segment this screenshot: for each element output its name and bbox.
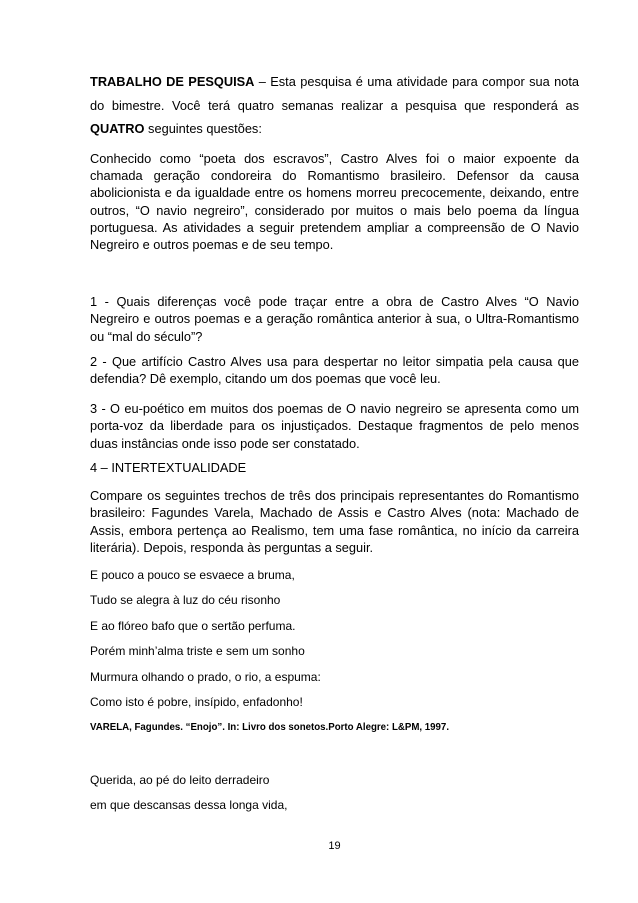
poem-verse: Como isto é pobre, insípido, enfadonho! [90,695,303,710]
question-4 [90,459,579,476]
page-number: 19 [328,840,341,852]
paragraph-line: outros, “O navio negreiro”, considerado por muitos o mais belo poema da língua [90,202,579,218]
poem-verse: Querida, ao pé do leito derradeiro [90,773,270,787]
poem-excerpt-next [90,768,579,818]
section-heading: 4 – INTERTEXTUALIDADE [90,460,247,475]
intro-line [90,70,579,94]
bibliographic-citation [90,720,579,736]
paragraph-line: literária). Depois, responda às perguntas a seguir. [90,540,374,556]
poem-verse: Porém minh’alma triste e sem um sonho [90,644,305,659]
poem-verse: Murmura olhando o prado, o rio, a espuma: [90,669,321,684]
question-line: 1 - Quais diferenças você pode traçar entre a obra de Castro Alves “O Navio [90,294,579,309]
question-line: defendia? Dê exemplo, citando um dos poemas que você leu. [90,371,441,387]
paragraph-line: Assis, embora pertença ao Realismo, tem uma fase romântica, no início da carreira [90,522,579,538]
question-line: ou “mal do século”? [90,328,203,344]
poem-verse: em que descansas dessa longa vida, [90,798,288,812]
poem-verse: E pouco a pouco se esvaece a bruma, [90,568,295,582]
paragraph-line: abolicionista e da igualdade entre os homens morreu precocemente, deixando, entre [90,185,579,201]
paragraph-line: brasileiro: Fagundes Varela, Machado de Assis e Castro Alves (nota: Machado de [90,505,579,521]
intro-text: seguintes questões: [144,121,262,136]
question-line: 2 - Que artifício Castro Alves usa para despertar no leitor simpatia pela causa que [90,354,579,369]
question-line: duas instâncias onde isso pode ser constatado. [90,435,360,451]
poem-verse: Tudo se alegra à luz do céu risonho [90,593,281,608]
comparison-paragraph [90,487,579,557]
question-line: 3 - O eu-poético em muitos dos poemas de O navio negreiro se apresenta como um [90,401,579,416]
question-line: porta-voz da liberdade para os injustiçados. Destaque fragmentos de pelo menos [90,418,579,434]
paragraph-line: chamada geração condoreira do Romantismo brasileiro. Defensor da causa [90,168,579,184]
intro-line: do bimestre. Você terá quatro semanas realizar a pesquisa que responderá as [90,97,579,113]
paragraph-line: portuguesa. As atividades a seguir pretendem ampliar a compreensão de O Navio [90,219,579,235]
paragraph-line: Conhecido como “poeta dos escravos”, Castro Alves foi o maior expoente da [90,151,579,166]
question-count-emphasis: QUATRO [90,121,145,136]
question-1 [90,293,579,345]
question-2 [90,353,579,388]
question-line: Negreiro e outros poemas e a geração romântica anterior à sua, o Ultra-Romantismo [90,311,579,327]
poem-verse: E ao flóreo bafo que o sertão perfuma. [90,618,296,633]
poem-excerpt-varela [90,563,579,715]
intro-line [90,117,579,141]
context-paragraph [90,150,579,253]
question-3 [90,400,579,452]
paragraph-line: Compare os seguintes trechos de três dos principais representantes do Romantismo [90,488,579,503]
assignment-intro [90,70,579,141]
assignment-title: TRABALHO DE PESQUISA [90,74,255,89]
paragraph-line: Negreiro e outros poemas e de seu tempo. [90,237,334,253]
citation-text: VARELA, Fagundes. “Enojo”. In: Livro dos sonetos.Porto Alegre: L&PM, 1997. [90,722,450,733]
intro-text: – Esta pesquisa é uma atividade para compor sua nota [254,74,579,89]
